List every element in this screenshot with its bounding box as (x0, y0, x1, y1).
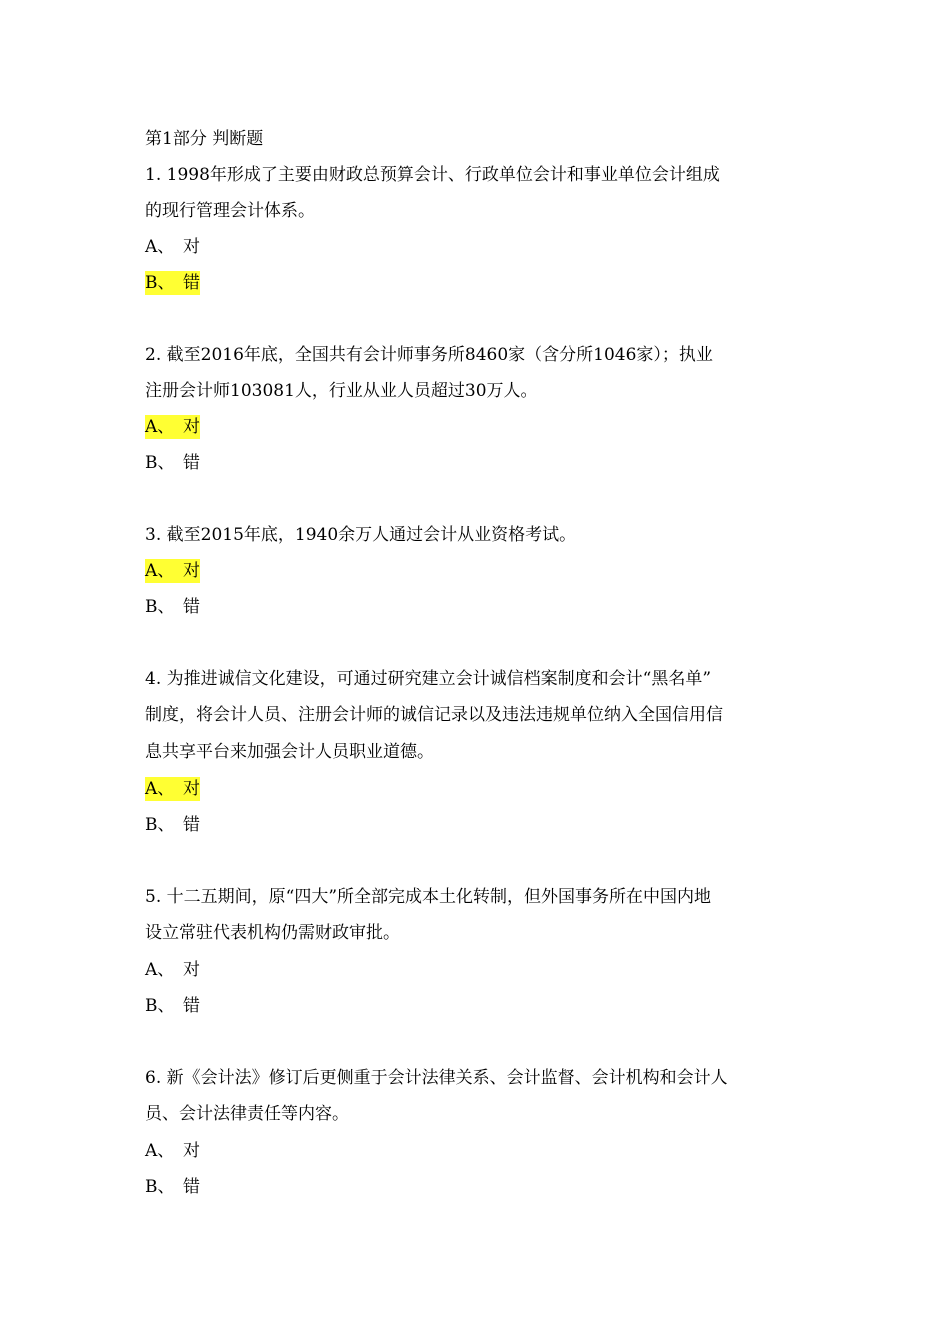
question-text-line: 员、会计法律责任等内容。 (145, 1104, 349, 1124)
option-letter: B、 (145, 453, 175, 473)
question-text-line: 6. 新《会计法》修订后更侧重于会计法律关系、会计监督、会计机构和会计人 (145, 1068, 728, 1088)
question-text-line: 3. 截至2015年底，1940余万人通过会计从业资格考试。 (145, 525, 577, 545)
option-b (145, 1175, 200, 1199)
option-letter: A、 (145, 237, 175, 257)
question-text-line: 1. 1998年形成了主要由财政总预算会计、行政单位会计和事业单位会计组成 (145, 165, 720, 185)
option-letter: B、 (145, 1177, 175, 1197)
option-b (145, 595, 200, 619)
option-letter: A、 (145, 960, 175, 980)
option-letter: A、 (145, 779, 175, 799)
question-text-line: 4. 为推进诚信文化建设，可通过研究建立会计诚信档案制度和会计“黑名单” (145, 669, 712, 689)
option-text: 错 (183, 273, 200, 293)
option-text: 错 (183, 453, 200, 473)
option-text: 对 (183, 417, 200, 437)
option-letter: B、 (145, 996, 175, 1016)
section-title: 第1部分 判断题 (145, 129, 264, 149)
option-text: 对 (183, 237, 200, 257)
option-a (145, 1139, 200, 1163)
option-a-highlighted (145, 777, 200, 801)
option-text: 错 (183, 996, 200, 1016)
option-text: 对 (183, 960, 200, 980)
option-a (145, 235, 200, 259)
question-text-line: 设立常驻代表机构仍需财政审批。 (145, 923, 400, 943)
option-text: 错 (183, 597, 200, 617)
question-text-line: 5. 十二五期间，原“四大”所全部完成本土化转制，但外国事务所在中国内地 (145, 887, 712, 907)
option-a-highlighted (145, 559, 200, 583)
option-text: 对 (183, 561, 200, 581)
question-text-line: 注册会计师103081人，行业从业人员超过30万人。 (145, 381, 538, 401)
option-b-highlighted (145, 271, 200, 295)
option-letter: B、 (145, 597, 175, 617)
option-letter: A、 (145, 417, 175, 437)
option-b (145, 813, 200, 837)
question-text-line: 的现行管理会计体系。 (145, 201, 315, 221)
question-text-line: 2. 截至2016年底，全国共有会计师事务所8460家（含分所1046家）；执业 (145, 345, 713, 365)
option-b (145, 451, 200, 475)
option-letter: B、 (145, 815, 175, 835)
option-a (145, 958, 200, 982)
option-letter: A、 (145, 1141, 175, 1161)
option-letter: B、 (145, 273, 175, 293)
option-text: 对 (183, 779, 200, 799)
question-text-line: 制度，将会计人员、注册会计师的诚信记录以及违法违规单位纳入全国信用信 (145, 705, 723, 725)
option-text: 对 (183, 1141, 200, 1161)
question-text-line: 息共享平台来加强会计人员职业道德。 (145, 742, 434, 762)
option-b (145, 994, 200, 1018)
option-a-highlighted (145, 415, 200, 439)
option-letter: A、 (145, 561, 175, 581)
option-text: 错 (183, 815, 200, 835)
option-text: 错 (183, 1177, 200, 1197)
